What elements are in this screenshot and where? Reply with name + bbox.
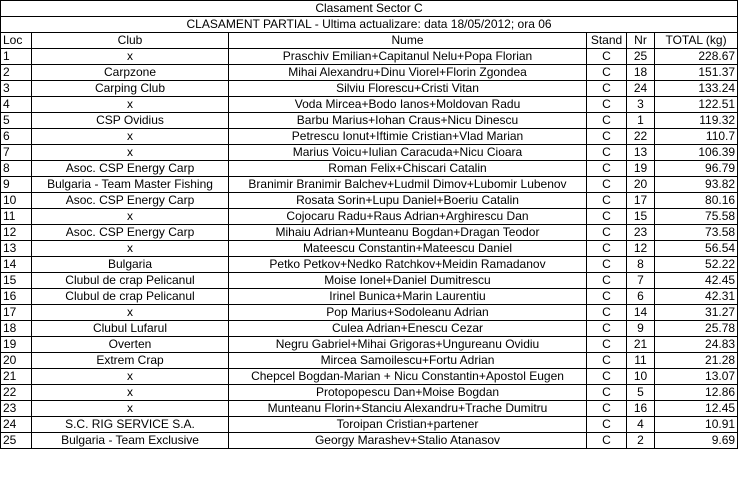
cell-nr: 16: [627, 401, 655, 417]
cell-nr: 7: [627, 273, 655, 289]
cell-total: 73.58: [655, 225, 738, 241]
cell-loc: 10: [1, 193, 32, 209]
cell-nr: 18: [627, 65, 655, 81]
cell-loc: 23: [1, 401, 32, 417]
cell-club: x: [32, 241, 229, 257]
cell-total: 42.45: [655, 273, 738, 289]
cell-total: 93.82: [655, 177, 738, 193]
cell-nume: Praschiv Emilian+Capitanul Nelu+Popa Florian: [229, 49, 587, 65]
cell-loc: 15: [1, 273, 32, 289]
cell-loc: 14: [1, 257, 32, 273]
cell-loc: 17: [1, 305, 32, 321]
cell-nume: Culea Adrian+Enescu Cezar: [229, 321, 587, 337]
cell-total: 80.16: [655, 193, 738, 209]
cell-nume: Pop Marius+Sodoleanu Adrian: [229, 305, 587, 321]
cell-club: Extrem Crap: [32, 353, 229, 369]
cell-club: Overten: [32, 337, 229, 353]
cell-stand: C: [587, 241, 627, 257]
cell-total: 56.54: [655, 241, 738, 257]
cell-nr: 15: [627, 209, 655, 225]
cell-nume: Petko Petkov+Nedko Ratchkov+Meidin Ramadanov: [229, 257, 587, 273]
header-loc: Loc: [1, 33, 32, 49]
table-row: [1, 113, 738, 129]
cell-nume: Chepcel Bogdan-Marian + Nicu Constantin+Apostol Eugen: [229, 369, 587, 385]
cell-club: x: [32, 305, 229, 321]
cell-loc: 20: [1, 353, 32, 369]
header-club: Club: [32, 33, 229, 49]
table-row: [1, 49, 738, 65]
header-nume: Nume: [229, 33, 587, 49]
cell-stand: C: [587, 273, 627, 289]
cell-club: x: [32, 145, 229, 161]
cell-stand: C: [587, 321, 627, 337]
cell-stand: C: [587, 417, 627, 433]
cell-nume: Petrescu Ionut+Iftimie Cristian+Vlad Marian: [229, 129, 587, 145]
cell-loc: 7: [1, 145, 32, 161]
update-subtitle: CLASAMENT PARTIAL - Ultima actualizare: data 18/05/2012; ora 06: [1, 17, 738, 33]
header-stand: Stand: [587, 33, 627, 49]
header-total: TOTAL (kg): [655, 33, 738, 49]
cell-total: 9.69: [655, 433, 738, 449]
table-row: [1, 65, 738, 81]
cell-club: Clubul de crap Pelicanul: [32, 289, 229, 305]
table-row: [1, 193, 738, 209]
header-row: [1, 33, 738, 49]
cell-nume: Irinel Bunica+Marin Laurentiu: [229, 289, 587, 305]
table-row: [1, 97, 738, 113]
cell-nr: 22: [627, 129, 655, 145]
cell-club: x: [32, 129, 229, 145]
cell-loc: 22: [1, 385, 32, 401]
cell-nr: 21: [627, 337, 655, 353]
cell-club: Carping Club: [32, 81, 229, 97]
cell-nr: 3: [627, 97, 655, 113]
cell-club: Clubul Lufarul: [32, 321, 229, 337]
cell-nr: 19: [627, 161, 655, 177]
table-row: [1, 225, 738, 241]
cell-total: 106.39: [655, 145, 738, 161]
cell-stand: C: [587, 289, 627, 305]
cell-club: Asoc. CSP Energy Carp: [32, 161, 229, 177]
cell-stand: C: [587, 81, 627, 97]
cell-nr: 24: [627, 81, 655, 97]
table-row: [1, 401, 738, 417]
cell-nume: Moise Ionel+Daniel Dumitrescu: [229, 273, 587, 289]
cell-nume: Marius Voicu+Iulian Caracuda+Nicu Cioara: [229, 145, 587, 161]
cell-total: 21.28: [655, 353, 738, 369]
table-row: [1, 209, 738, 225]
cell-club: CSP Ovidius: [32, 113, 229, 129]
cell-total: 96.79: [655, 161, 738, 177]
cell-loc: 19: [1, 337, 32, 353]
cell-club: x: [32, 97, 229, 113]
cell-nume: Mihai Alexandru+Dinu Viorel+Florin Zgondea: [229, 65, 587, 81]
cell-nume: Georgy Marashev+Stalio Atanasov: [229, 433, 587, 449]
cell-stand: C: [587, 433, 627, 449]
cell-total: 228.67: [655, 49, 738, 65]
cell-nume: Mateescu Constantin+Mateescu Daniel: [229, 241, 587, 257]
cell-stand: C: [587, 97, 627, 113]
table-row: [1, 129, 738, 145]
cell-stand: C: [587, 65, 627, 81]
cell-stand: C: [587, 193, 627, 209]
cell-nr: 10: [627, 369, 655, 385]
cell-nr: 12: [627, 241, 655, 257]
cell-nume: Voda Mircea+Bodo Ianos+Moldovan Radu: [229, 97, 587, 113]
cell-nr: 17: [627, 193, 655, 209]
cell-stand: C: [587, 385, 627, 401]
cell-loc: 25: [1, 433, 32, 449]
cell-nr: 23: [627, 225, 655, 241]
cell-loc: 8: [1, 161, 32, 177]
cell-stand: C: [587, 369, 627, 385]
table-row: [1, 177, 738, 193]
cell-nr: 2: [627, 433, 655, 449]
cell-club: x: [32, 49, 229, 65]
cell-nume: Toroipan Cristian+partener: [229, 417, 587, 433]
cell-total: 25.78: [655, 321, 738, 337]
cell-total: 42.31: [655, 289, 738, 305]
cell-club: Asoc. CSP Energy Carp: [32, 193, 229, 209]
cell-nume: Protopopescu Dan+Moise Bogdan: [229, 385, 587, 401]
cell-stand: C: [587, 145, 627, 161]
cell-nume: Mihaiu Adrian+Munteanu Bogdan+Dragan Teodor: [229, 225, 587, 241]
cell-nr: 20: [627, 177, 655, 193]
cell-stand: C: [587, 49, 627, 65]
table-row: [1, 81, 738, 97]
cell-total: 119.32: [655, 113, 738, 129]
cell-loc: 1: [1, 49, 32, 65]
cell-club: Clubul de crap Pelicanul: [32, 273, 229, 289]
cell-total: 122.51: [655, 97, 738, 113]
cell-total: 52.22: [655, 257, 738, 273]
table-row: [1, 369, 738, 385]
cell-stand: C: [587, 161, 627, 177]
cell-nume: Roman Felix+Chiscari Catalin: [229, 161, 587, 177]
cell-total: 12.45: [655, 401, 738, 417]
cell-stand: C: [587, 209, 627, 225]
cell-stand: C: [587, 305, 627, 321]
cell-club: x: [32, 385, 229, 401]
cell-loc: 16: [1, 289, 32, 305]
cell-total: 31.27: [655, 305, 738, 321]
cell-club: Asoc. CSP Energy Carp: [32, 225, 229, 241]
table-row: [1, 385, 738, 401]
cell-nr: 25: [627, 49, 655, 65]
cell-nume: Barbu Marius+Iohan Craus+Nicu Dinescu: [229, 113, 587, 129]
cell-loc: 4: [1, 97, 32, 113]
cell-nr: 6: [627, 289, 655, 305]
table-row: [1, 305, 738, 321]
cell-loc: 13: [1, 241, 32, 257]
cell-nume: Negru Gabriel+Mihai Grigoras+Ungureanu Ovidiu: [229, 337, 587, 353]
cell-stand: C: [587, 337, 627, 353]
cell-nr: 1: [627, 113, 655, 129]
table-row: [1, 257, 738, 273]
cell-club: Bulgaria: [32, 257, 229, 273]
cell-stand: C: [587, 353, 627, 369]
title-row: [1, 1, 738, 17]
cell-club: Carpzone: [32, 65, 229, 81]
cell-total: 10.91: [655, 417, 738, 433]
cell-nume: Munteanu Florin+Stanciu Alexandru+Trache Dumitru: [229, 401, 587, 417]
cell-total: 151.37: [655, 65, 738, 81]
cell-nume: Rosata Sorin+Lupu Daniel+Boeriu Catalin: [229, 193, 587, 209]
subtitle-row: [1, 17, 738, 33]
cell-loc: 3: [1, 81, 32, 97]
cell-total: 75.58: [655, 209, 738, 225]
cell-stand: C: [587, 225, 627, 241]
cell-loc: 5: [1, 113, 32, 129]
cell-total: 12.86: [655, 385, 738, 401]
cell-loc: 12: [1, 225, 32, 241]
cell-club: Bulgaria - Team Exclusive: [32, 433, 229, 449]
cell-loc: 11: [1, 209, 32, 225]
table-row: [1, 161, 738, 177]
cell-club: x: [32, 369, 229, 385]
cell-nume: Silviu Florescu+Cristi Vitan: [229, 81, 587, 97]
cell-club: S.C. RIG SERVICE S.A.: [32, 417, 229, 433]
cell-nr: 9: [627, 321, 655, 337]
cell-stand: C: [587, 113, 627, 129]
cell-nr: 13: [627, 145, 655, 161]
cell-loc: 9: [1, 177, 32, 193]
table-row: [1, 321, 738, 337]
cell-stand: C: [587, 257, 627, 273]
cell-total: 110.7: [655, 129, 738, 145]
cell-nr: 4: [627, 417, 655, 433]
cell-loc: 21: [1, 369, 32, 385]
table-row: [1, 273, 738, 289]
header-nr: Nr: [627, 33, 655, 49]
cell-stand: C: [587, 177, 627, 193]
cell-club: x: [32, 209, 229, 225]
cell-nr: 11: [627, 353, 655, 369]
page-title: Clasament Sector C: [1, 1, 738, 17]
cell-club: Bulgaria - Team Master Fishing: [32, 177, 229, 193]
cell-loc: 6: [1, 129, 32, 145]
table-row: [1, 433, 738, 449]
cell-total: 133.24: [655, 81, 738, 97]
table-row: [1, 337, 738, 353]
cell-nume: Branimir Branimir Balchev+Ludmil Dimov+Lubomir Lubenov: [229, 177, 587, 193]
cell-total: 13.07: [655, 369, 738, 385]
cell-nr: 5: [627, 385, 655, 401]
cell-stand: C: [587, 129, 627, 145]
cell-nume: Mircea Samoilescu+Fortu Adrian: [229, 353, 587, 369]
cell-loc: 2: [1, 65, 32, 81]
cell-loc: 24: [1, 417, 32, 433]
cell-nr: 14: [627, 305, 655, 321]
cell-total: 24.83: [655, 337, 738, 353]
cell-stand: C: [587, 401, 627, 417]
cell-loc: 18: [1, 321, 32, 337]
cell-nr: 8: [627, 257, 655, 273]
table-row: [1, 289, 738, 305]
cell-club: x: [32, 401, 229, 417]
table-row: [1, 417, 738, 433]
table-row: [1, 241, 738, 257]
table-row: [1, 145, 738, 161]
cell-nume: Cojocaru Radu+Raus Adrian+Arghirescu Dan: [229, 209, 587, 225]
table-row: [1, 353, 738, 369]
